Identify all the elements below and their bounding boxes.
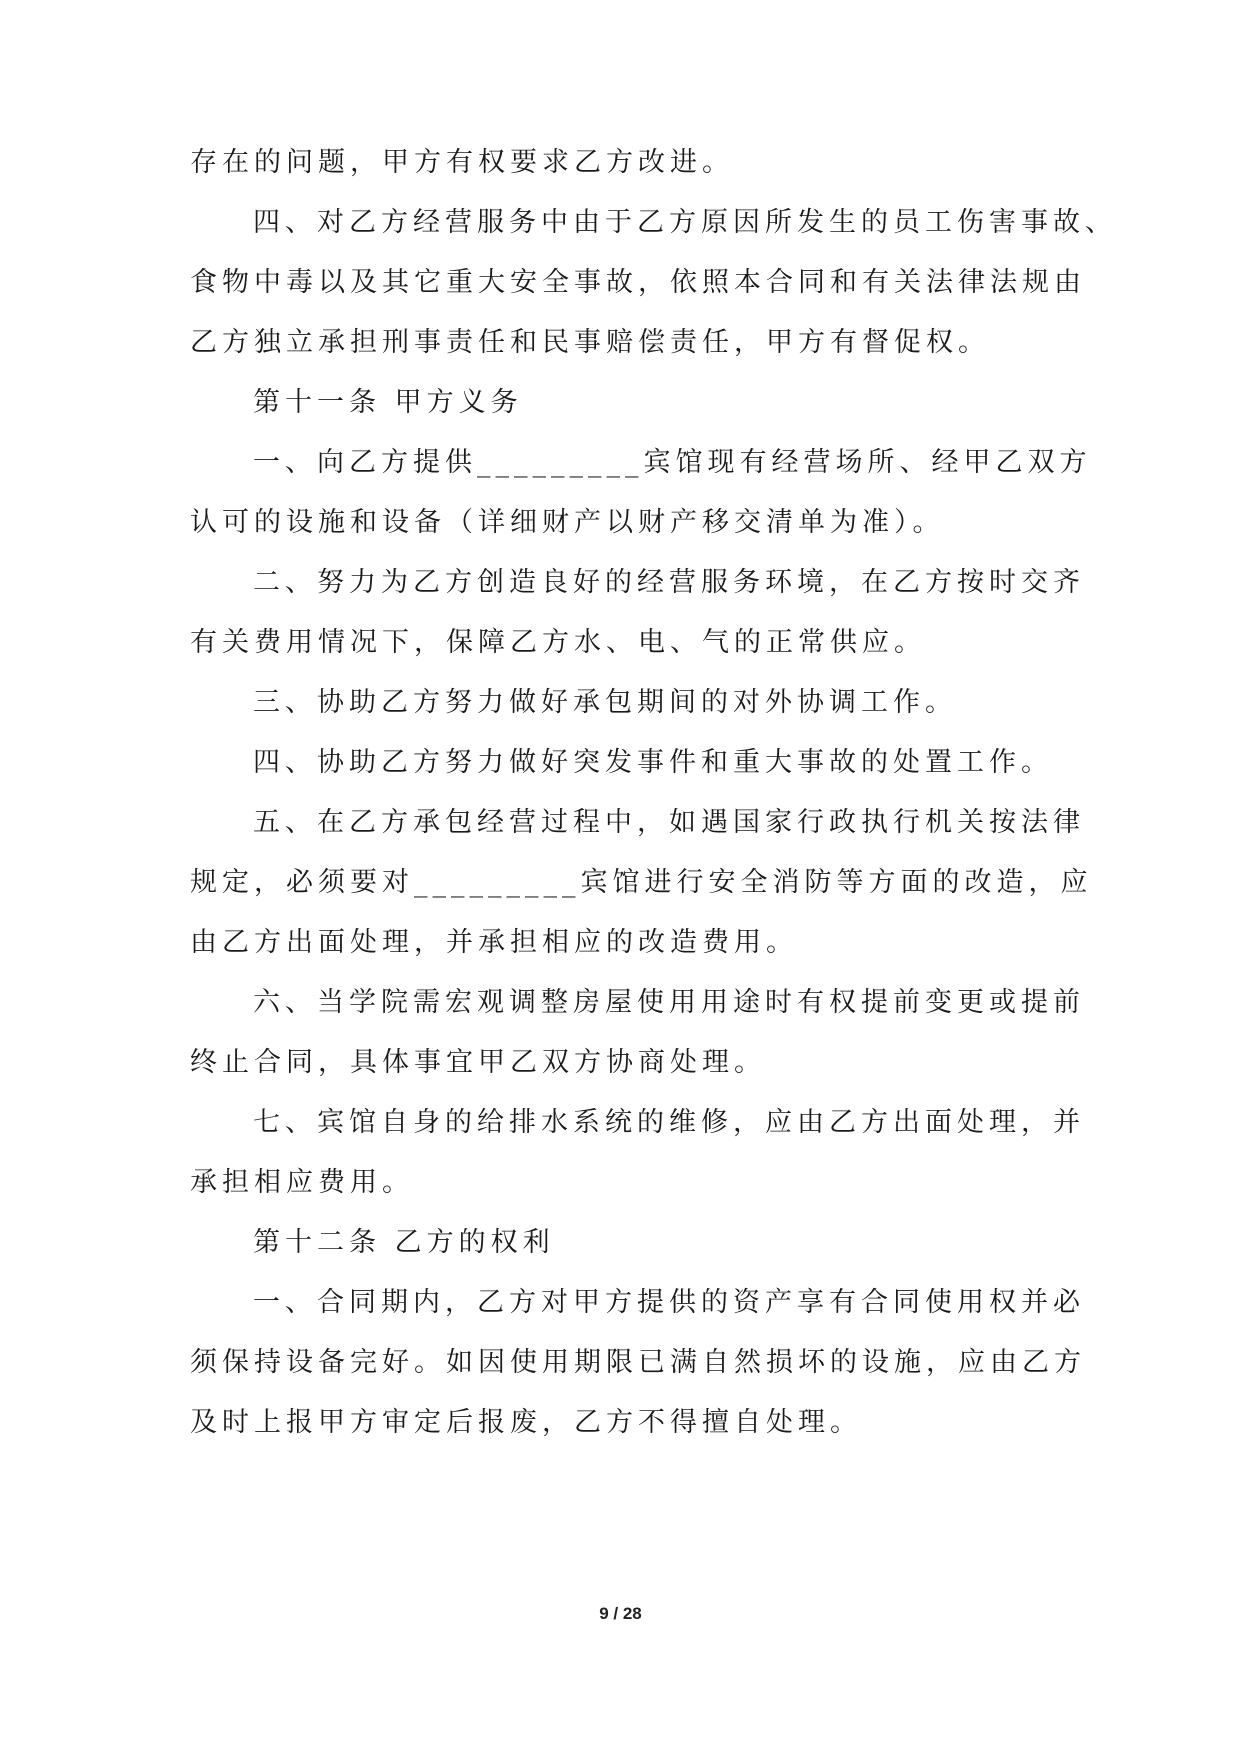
text-line: 终止合同，具体事宜甲乙双方协商处理。 bbox=[190, 1047, 766, 1078]
text-line: 认可的设施和设备（详细财产以财产移交清单为准）。 bbox=[190, 507, 945, 538]
section-heading: 第十二条 乙方的权利 bbox=[253, 1227, 555, 1258]
text-line: 七、宾馆自身的给排水系统的维修，应由乙方出面处理，并 bbox=[253, 1107, 1085, 1138]
page-number: 9 / 28 bbox=[599, 1604, 642, 1623]
text-line: 及时上报甲方审定后报废，乙方不得擅自处理。 bbox=[190, 1407, 862, 1438]
text-line: 须保持设备完好。如因使用期限已满自然损坏的设施，应由乙方 bbox=[190, 1347, 1086, 1378]
text-line: 四、协助乙方努力做好突发事件和重大事故的处置工作。 bbox=[253, 747, 1053, 778]
text-line: 存在的问题，甲方有权要求乙方改进。 bbox=[190, 147, 734, 178]
text-line: 由乙方出面处理，并承担相应的改造费用。 bbox=[190, 927, 798, 958]
text-line: 规定，必须要对_________宾馆进行安全消防等方面的改造，应 bbox=[190, 867, 1093, 898]
section-heading: 第十一条 甲方义务 bbox=[253, 387, 523, 418]
text-line: 承担相应费用。 bbox=[190, 1167, 414, 1198]
text-line: 一、向乙方提供_________宾馆现有经营场所、经甲乙双方 bbox=[253, 447, 1092, 478]
text-line: 食物中毒以及其它重大安全事故，依照本合同和有关法律法规由 bbox=[190, 267, 1086, 298]
text-line: 一、合同期内，乙方对甲方提供的资产享有合同使用权并必 bbox=[253, 1287, 1085, 1318]
text-line: 三、协助乙方努力做好承包期间的对外协调工作。 bbox=[253, 687, 957, 718]
text-line: 有关费用情况下，保障乙方水、电、气的正常供应。 bbox=[190, 627, 926, 658]
text-line: 四、对乙方经营服务中由于乙方原因所发生的员工伤害事故、 bbox=[253, 207, 1117, 238]
text-line: 五、在乙方承包经营过程中，如遇国家行政执行机关按法律 bbox=[253, 807, 1085, 838]
text-line: 乙方独立承担刑事责任和民事赔偿责任，甲方有督促权。 bbox=[190, 327, 990, 358]
text-line: 二、努力为乙方创造良好的经营服务环境，在乙方按时交齐 bbox=[253, 567, 1085, 598]
text-line: 六、当学院需宏观调整房屋使用用途时有权提前变更或提前 bbox=[253, 987, 1085, 1018]
